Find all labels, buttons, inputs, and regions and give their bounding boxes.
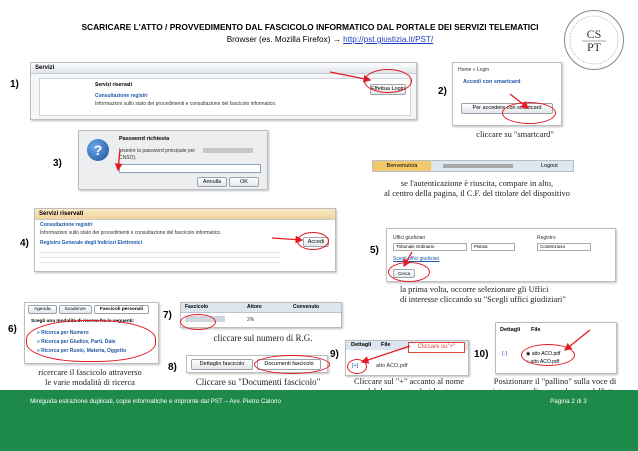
login-button[interactable]: Effettua Login (370, 84, 406, 95)
col-convenuto[interactable]: Convenuto (293, 304, 320, 310)
footer-page-number: Pagina 2 di 3 (550, 398, 587, 405)
dialog-prompt-2: CNSO). (119, 155, 137, 161)
footer-text: Miniguida estrazione duplicati, copie informatiche e impronte dal PST – Avv. Pietro Calorio (30, 398, 281, 405)
step-5-highlight (388, 262, 430, 282)
step-2-highlight (502, 102, 556, 124)
seal-logo (564, 10, 624, 70)
question-icon: ? (87, 139, 109, 161)
step-3-number: 3) (53, 158, 62, 169)
step-4-number: 4) (20, 238, 29, 249)
office-city-select[interactable]: Pistoia (471, 243, 515, 251)
tab-details[interactable]: Dettagli (500, 327, 521, 333)
step-10-highlight (521, 344, 575, 366)
step-4-highlight (297, 232, 329, 250)
svg-text:CS: CS (586, 27, 602, 41)
click-plus-callout: Cliccare su"+" (408, 342, 465, 353)
step-6-tabs (28, 305, 149, 314)
registry-select[interactable]: Contenzioso (537, 243, 591, 251)
tab-personal-files[interactable]: Fascicoli personali (94, 305, 149, 314)
search-by-judge[interactable]: » Ricerca per Giudice, Parti, Date (37, 339, 116, 345)
step-3-dialog (78, 130, 268, 190)
step-7-number: 7) (163, 310, 172, 321)
step-9-highlight (347, 359, 367, 374)
tab-case-documents[interactable]: Documenti fascicolo (257, 359, 321, 370)
step-1-screenshot (30, 62, 417, 120)
dialog-title: Password richiesta (119, 136, 170, 142)
logout-link[interactable]: Logout (541, 163, 558, 169)
step-1-number: 1) (10, 79, 19, 90)
offices-label: Uffici giudiziari (393, 235, 426, 241)
login-breadcrumb: Home » Login (458, 67, 490, 73)
step-9-caption-line-1: Cliccare sul "+" accanto al nome (354, 377, 464, 386)
consult-registers-label: Consultazione registri (40, 222, 93, 228)
services-bar: Servizi (31, 63, 416, 74)
col-fascicolo[interactable]: Fascicolo (185, 304, 209, 310)
step-4-screenshot (34, 208, 336, 272)
step-7-highlight (180, 314, 216, 330)
welcome-bar (372, 160, 574, 172)
services-panel (39, 78, 411, 116)
tab-case-detail[interactable]: Dettaglio fascicolo (191, 359, 253, 370)
file-name: atto ACO.pdf (376, 363, 408, 369)
step-6-highlight (26, 320, 156, 362)
ok-button[interactable]: OK (229, 177, 259, 187)
smartcard-button[interactable]: Per accedere con smartcard (461, 103, 553, 114)
step-3-caption-line-1: se l'autenticazione è riuscita, compare in alto, (400, 179, 554, 188)
redacted-bar (203, 148, 253, 153)
page-title: SCARICARE L'ATTO / PROVVEDIMENTO DAL FASCICOLO INFORMATICO DAL PORTALE DEI SERVIZI TELEMATICI (81, 22, 539, 32)
tab-deadlines[interactable]: Scadenze (59, 305, 92, 314)
step-6-caption-line-2: le varie modalità di ricerca (45, 378, 135, 387)
step-2-number: 2) (438, 86, 447, 97)
step-5-caption (400, 285, 615, 305)
step-5-caption-line-2: di interesse cliccando su "Scegli uffici giudiziari" (400, 295, 566, 304)
search-by-role-label: Ricerca per Ruolo, Materia, Oggetto (41, 348, 127, 354)
step-8-number: 8) (168, 362, 177, 373)
access-button[interactable]: Accedi (303, 237, 329, 247)
step-10-number: 10) (474, 349, 489, 360)
file-option-1-label: atto ACO.pdf (531, 351, 561, 357)
registry-label: Registro (537, 235, 556, 241)
step-10-caption-line-1: Posizionare il "pallino" sulla voce di (493, 377, 617, 386)
tab-file[interactable]: File (531, 327, 541, 333)
tab-agenda[interactable]: Agenda (28, 305, 57, 314)
svg-text:PT: PT (586, 40, 602, 54)
tab-file[interactable]: File (381, 342, 391, 348)
step-9-number: 9) (330, 349, 339, 360)
services-reserved-bar: Servizi riservati (35, 209, 335, 220)
file-option-2-label: atto ACO.pdf (530, 359, 560, 365)
portal-link[interactable]: http://pst.giustizia.it/PST/ (343, 35, 434, 44)
consult-registers-desc: Informazioni sullo stato dei procedimenti e consultazione del fascicolo informatico. (95, 101, 277, 107)
step-3-caption (362, 179, 592, 199)
choose-offices-link[interactable]: Scegli uffici giudiziari (393, 256, 440, 262)
smartcard-link[interactable]: Accedi con smartcard (463, 79, 521, 85)
search-by-judge-label: Ricerca per Giudice, Parti, Date (41, 339, 116, 345)
step-3-caption-line-2: al centro della pagina, il C.F. del titolare del dispositivo (384, 189, 570, 198)
step-2-caption: cliccare su "smartcard" (476, 130, 554, 139)
dialog-prompt: Inserire la password principale per (119, 148, 196, 154)
file-option-2[interactable]: ○ atto ACO.pdf (526, 359, 560, 365)
search-mode-heading: Scegli una modalità di ricerca fra le seguenti: (31, 319, 135, 324)
step-1-highlight (364, 69, 412, 93)
step-5-caption-line-1: la prima volta, occorre selezionare gli Uffici (400, 285, 549, 294)
password-field[interactable] (119, 164, 261, 173)
step-6-caption-line-1: ricercare il fascicolo attraverso (38, 368, 142, 377)
consult-registers-label: Consultazione registri (95, 93, 148, 99)
expand-plus[interactable]: [+] (352, 363, 359, 369)
step-8-highlight (254, 355, 330, 374)
cancel-button[interactable]: Annulla (197, 177, 227, 187)
step-5-number: 5) (370, 245, 379, 256)
file-option-1[interactable]: ◉ atto ACO.pdf (526, 351, 561, 357)
step-6-number: 6) (8, 324, 17, 335)
search-by-role[interactable]: » Ricerca per Ruolo, Materia, Oggetto (37, 348, 127, 354)
tab-details[interactable]: Dettagli (351, 342, 372, 348)
collapse-minus[interactable]: [-] (502, 351, 507, 357)
redacted-cf (443, 164, 513, 168)
step-6-caption (20, 368, 160, 388)
electronic-addresses-label: Registro Generale degli Indirizzi Elettronici (40, 240, 142, 246)
registry-notes (40, 248, 280, 266)
result-cell: 2% (247, 317, 255, 323)
services-reserved-label: Servizi riservati (95, 82, 132, 88)
consult-registers-desc: Informazioni sullo stato dei procedimenti e consultazione del fascicolo informatico. (40, 230, 222, 236)
search-by-number[interactable]: » Ricerca per Numero (37, 330, 89, 336)
subtitle-prefix: Browser (es. Mozilla Firefox) → (226, 35, 344, 44)
step-8-caption: Cliccare su "Documenti fascicolo" (195, 377, 321, 387)
col-attore[interactable]: Attore (247, 304, 262, 310)
office-type-select[interactable]: Tribunale Ordinario (393, 243, 467, 251)
step-7-caption: cliccare sul numero di R.G. (213, 333, 313, 343)
welcome-label: Benvenuto/a (373, 161, 431, 171)
search-by-number-label: Ricerca per Numero (41, 330, 89, 336)
search-button[interactable]: Cerca (393, 269, 415, 278)
page-subtitle (140, 35, 520, 44)
